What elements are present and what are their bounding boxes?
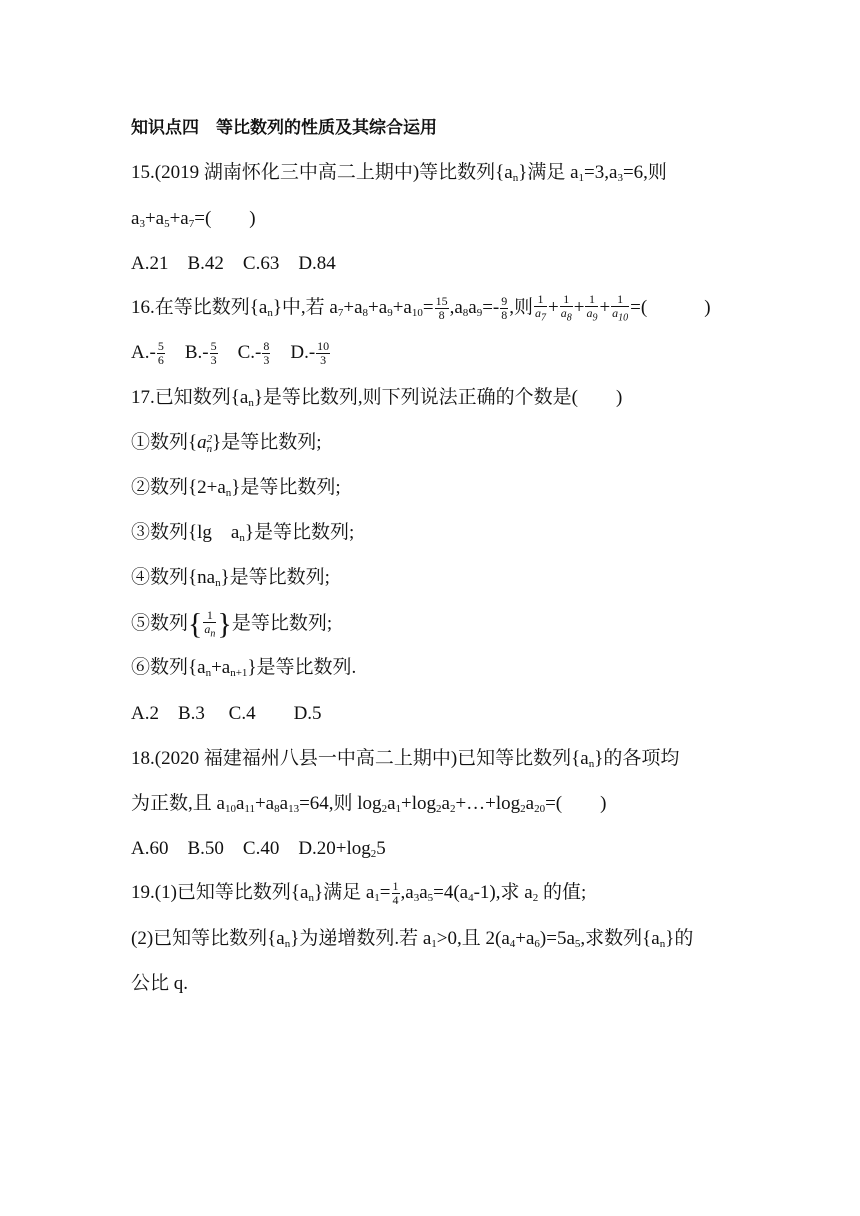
question-15-options: A.21 B.42 C.63 D.84 [131,253,336,274]
question-17-item-5: ⑤数列{ $\frac{1}{a_n}$ }是等比数列; [131,607,333,641]
question-17-options: A.2 B.3 C.4 D.5 [131,703,322,724]
fraction: $\frac{9}{8}$ [501,294,508,323]
question-15-stem: 15.(2019 湖南怀化三中高二上期中)等比数列{an}满足 a1=3,a3=6,则 [131,162,667,184]
question-19-part-2-cont: 公比 q. [131,973,189,994]
question-19-part-2: (2)已知等比数列{an}为递增数列.若 a1>0,且 2(a4+a6)=5a5,求数列{an}的 [131,928,694,950]
question-17-item-3: ③数列{lg an}是等比数列; [131,522,355,544]
question-17-item-6: ⑥数列{an+an+1}是等比数列. [131,657,357,679]
question-18-stem: 18.(2020 福建福州八县一中高二上期中)已知等比数列{an}的各项均 [131,748,680,770]
fraction: $\frac{15}{8}$ [435,294,448,323]
question-17-item-4: ④数列{nan}是等比数列; [131,567,330,589]
question-18-options: A.60 B.50 C.40 D.20+log25 [131,838,386,860]
question-18-expression: 为正数,且 a10a11+a8a13=64,则 log2a1+log2a2+…+log2a20=( ) [131,793,607,815]
question-15-expression: a3+a5+a7=( ) [131,208,256,230]
section-title: 知识点四 等比数列的性质及其综合运用 [131,118,437,138]
question-17-item-2: ②数列{2+an}是等比数列; [131,477,341,499]
fraction: $\frac{1}{a_9}$ [586,292,598,324]
question-19-part-1: 19.(1)已知等比数列{an}满足 a1= $\frac{1}{4}$ ,a3a5=4(a4-1),求 a2 的值; [131,879,587,907]
fraction: $\frac{1}{a_8}$ [560,292,572,324]
question-17-item-1: ①数列{a 2 n }是等比数列; [131,432,322,455]
fraction: $\frac{1}{a_7}$ [535,292,546,324]
fraction: $\frac{1}{a_{10}}$ [612,292,629,324]
question-16-stem: 16.在等比数列{an}中,若 a7+a8+a9+a10= $\frac{15}{8}$ ,a8a9=- $\frac{9}{8}$ ,则 $\frac{1}{a_7}$ + $\frac{1}{a_8}$ + $\frac{1}{a_9}$ + $\frac{1}{a_{10}}$ =( ) [131,292,711,324]
question-17-stem: 17.已知数列{an}是等比数列,则下列说法正确的个数是( ) [131,387,623,409]
question-16-options: A.- $\frac{5}{6}$ B.- $\frac{5}{3}$ C.- $\frac{8}{3}$ D.- $\frac{10}{3}$ [131,339,330,367]
